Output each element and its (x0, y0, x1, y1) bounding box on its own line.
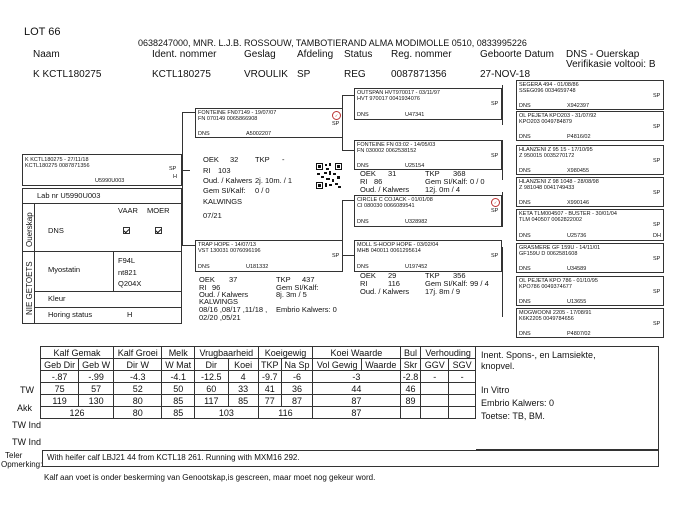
table-row (41, 383, 476, 395)
ss-sp: SP (491, 101, 499, 107)
sd-oud-label: Oud. / Kalwers (360, 185, 410, 194)
col-tkp: TKP (258, 359, 281, 371)
footer-note: Kalf aan voet is onder beskerming van Genootskap,is gescreen, maar moet nog gekeur word. (44, 473, 376, 482)
animal-h: H (173, 174, 177, 180)
animal-line2: KCTL180275 0087871356 (25, 163, 90, 169)
table-cell: 85 (162, 395, 195, 407)
dam-gem-label: Gem SI/Kalf: (276, 283, 319, 292)
sd-line2: FN 030002 0062538152 (357, 148, 417, 154)
table-cell: 46 (400, 383, 421, 395)
table-cell: 87 (313, 407, 400, 419)
ggp-box-1 (516, 80, 664, 110)
ggp-box-6 (516, 243, 664, 273)
dam-tkp: 437 (302, 275, 315, 284)
dns-panel (22, 188, 182, 324)
notes-line4: Embrio Kalwers: 0 (481, 398, 555, 408)
sd-gem: 0 / 0 (470, 177, 485, 186)
value-status: REG (344, 69, 366, 80)
breeding-values-table (40, 346, 476, 419)
col-vol-gewig: Vol Gewig (313, 359, 362, 371)
table-cell (421, 407, 449, 419)
table-cell: 60 (194, 383, 228, 395)
gg1-reg: X942397 (567, 103, 590, 109)
table-cell: -9.7 (258, 371, 281, 383)
dam-dns: DNS (198, 264, 210, 270)
notes-line1: Inent. Spons-, en Lamsiekte, (481, 350, 596, 360)
value-name: K KCTL180275 (33, 69, 102, 80)
dd-oek-label: OEK (360, 271, 376, 280)
vaar-header: VAAR (118, 206, 138, 215)
sd-ri-label: RI (360, 177, 368, 186)
sd-gem-label: Gem SI/Kalf: (425, 177, 468, 186)
gg4-reg: X990146 (567, 200, 590, 206)
gg7-dns: DNS (519, 299, 531, 305)
dam-dates1: 08/16 ,08/17 ,11/18 , (199, 305, 268, 314)
ggp-box-4 (516, 177, 664, 207)
breeder-remarks-box (42, 450, 659, 467)
gg5-reg: U25736 (567, 233, 587, 239)
animal-line1: K KCTL180275 - 27/11/18 (25, 157, 89, 163)
gg7-line1: OL PEJETA KPO 786 - 01/10/95 (519, 278, 598, 284)
col-group-koei-waarde: Koei Waarde (313, 347, 400, 359)
col-group-kalf-groei: Kalf Groei (114, 347, 162, 359)
animal-box (22, 154, 182, 186)
dam-oek-label: OEK (199, 275, 215, 284)
animal-reg: U5990U003 (95, 178, 125, 184)
table-cell: -12.5 (194, 371, 228, 383)
dam-oud-label: Oud. / Kalwers (199, 290, 249, 299)
dam-reg: U181332 (246, 264, 269, 270)
breeder-remarks: With heifer calf LBJ21 44 from KCTL18 261. Running with MXM16 292. (47, 453, 300, 462)
dd-tkp-label: TKP (425, 271, 440, 280)
myostatin-q204x: Q204X (118, 279, 142, 288)
dd-oud: 17j. 8m / 9 (425, 287, 461, 296)
nie-getoets-label: NIE GETOETS (25, 261, 34, 315)
vaar-check-icon (123, 227, 130, 234)
col-group-melk: Melk (162, 347, 195, 359)
col-waarde: Waarde (362, 359, 400, 371)
ggp-box-8 (516, 308, 664, 338)
pedigree-line (182, 112, 195, 113)
gg1-line1: SEGERA 494 - 01/08/86 (519, 82, 579, 88)
gg6-dns: DNS (519, 266, 531, 272)
ds-line1: CIRCLE C COJACK - 01/01/08 (357, 197, 433, 203)
sire-tkp-label: TKP (255, 155, 270, 164)
gg5-extra: DH (653, 233, 661, 239)
dd-tkp: 356 (453, 271, 466, 280)
dam-sire-box (354, 195, 502, 227)
ss-reg: U47341 (405, 112, 425, 118)
seal-icon: ✓ (332, 111, 341, 120)
col-group-vrugbaarheid: Vrugbaarheid (194, 347, 258, 359)
table-cell (421, 383, 449, 395)
side-notes (476, 346, 659, 450)
gg8-line1: MOGWOONI 2205 - 17/08/91 (519, 310, 592, 316)
table-cell: -3 (313, 371, 400, 383)
lot-number: LOT 66 (24, 26, 61, 38)
dam-tkp-label: TKP (276, 275, 291, 284)
col-dir: Dir (194, 359, 228, 371)
myostatin-f94l: F94L (118, 256, 136, 265)
table-cell: -4.3 (114, 371, 162, 383)
gg2-line1: OL PEJETA KPO203 - 31/07/92 (519, 113, 597, 119)
opmerking-label: Opmerking: (1, 460, 43, 469)
table-cell (449, 407, 476, 419)
pedigree-line (182, 112, 183, 245)
table-cell: 57 (79, 383, 114, 395)
ss-line2: HVT 970017 0041934076 (357, 96, 420, 102)
sd-oud: 12j. 0m / 4 (425, 185, 461, 194)
dam-line1: TRAP HOPE - 14/07/13 (198, 242, 256, 248)
col-group-bul: Bul (400, 347, 421, 359)
pedigree-line (502, 192, 503, 227)
table-cell: 87 (313, 395, 400, 407)
dns-row-label: DNS (48, 226, 64, 235)
sire-box (195, 108, 343, 138)
gg8-dns: DNS (519, 331, 531, 337)
notes-line5: Toetse: TB, BM. (481, 411, 545, 421)
table-cell (400, 407, 421, 419)
col-dir-w: Dir W (114, 359, 162, 371)
dam-prefix: KALWINGS (199, 297, 239, 306)
gg2-line2: KPO203 0049784879 (519, 119, 572, 125)
horing-value: H (127, 310, 133, 319)
col-sgv: SGV (449, 359, 476, 371)
ggp-box-3 (516, 145, 664, 175)
sire-gem-label: Gem SI/Kalf: (203, 186, 246, 195)
sire-gem: 0 / 0 (255, 186, 270, 195)
dd-reg: U197452 (405, 264, 428, 270)
table-cell: 85 (228, 395, 258, 407)
gg6-line1: GRASMERE GF 159U - 14/11/01 (519, 245, 601, 251)
dd-gem: 99 / 4 (470, 279, 489, 288)
sd-sp: SP (491, 153, 499, 159)
gg8-sp: SP (653, 321, 661, 327)
label-sex: Geslag (244, 49, 276, 60)
col-koei: Koei (228, 359, 258, 371)
dd-ri-label: RI (360, 279, 368, 288)
ggp-box-5 (516, 209, 664, 241)
sire-prefix: KALWINGS (203, 197, 243, 206)
table-cell: - (449, 371, 476, 383)
pedigree-line (182, 170, 190, 171)
qr-code-icon (316, 163, 342, 189)
col-group-kalf-gemak: Kalf Gemak (41, 347, 114, 359)
table-cell: 36 (281, 383, 312, 395)
ds-sp: SP (491, 208, 499, 214)
table-cell: 116 (258, 407, 313, 419)
gg4-sp: SP (653, 190, 661, 196)
sire-oud: 2j. 10m. / 1 (255, 176, 293, 185)
row-label-akk: Akk (17, 403, 33, 413)
gg6-sp: SP (653, 256, 661, 262)
ggp-box-7 (516, 276, 664, 306)
ouerskap-label: Ouerskap (25, 212, 34, 247)
dam-dates2: 02/20 ,05/21 (199, 313, 241, 322)
pedigree-line (502, 85, 503, 125)
ds-dns: DNS (357, 219, 369, 225)
pedigree-line (502, 140, 503, 180)
table-cell: 117 (194, 395, 228, 407)
table-cell: - (421, 371, 449, 383)
sire-sire-box (354, 88, 502, 120)
notes-line3: In Vitro (481, 385, 510, 395)
sire-ri: 103 (218, 166, 231, 175)
gg5-line2: TLM 040507 0062822002 (519, 217, 582, 223)
gg2-reg: P4816/02 (567, 134, 591, 140)
gg6-reg: U34589 (567, 266, 587, 272)
gg1-line2: SSEG096 0034659748 (519, 88, 576, 94)
gg7-sp: SP (653, 289, 661, 295)
dam-line2: VST 130031 0076096196 (198, 248, 261, 254)
sire-line1: FONTEINE FN07149 - 19/07/07 (198, 110, 277, 116)
table-cell: 89 (400, 395, 421, 407)
sire-dam-box (354, 140, 502, 170)
gg5-dns: DNS (519, 233, 531, 239)
moer-header: MOER (147, 206, 170, 215)
table-cell: 75 (41, 383, 79, 395)
col-group-verhouding: Verhouding (421, 347, 476, 359)
table-cell: -6 (281, 371, 312, 383)
gg7-line2: KPO786 0049374677 (519, 284, 572, 290)
table-cell: 52 (114, 383, 162, 395)
pedigree-line (342, 95, 354, 96)
table-cell: 77 (258, 395, 281, 407)
table-cell: 103 (194, 407, 258, 419)
gg3-line2: Z 950015 0035270172 (519, 153, 575, 159)
sd-reg: U25154 (405, 163, 425, 169)
col-geb-w: Geb W (79, 359, 114, 371)
gg8-line2: K6K2205 0049784656 (519, 316, 574, 322)
ss-line1: OUTSPAN HVT970017 - 03/11/97 (357, 90, 440, 96)
value-section: SP (297, 69, 311, 80)
dd-line2: MHB 040011 0061295614 (357, 248, 421, 254)
notes-line2: knopvel. (481, 361, 515, 371)
table-cell: -2.8 (400, 371, 421, 383)
gg4-line1: HLANZENI Z 98 1048 - 28/08/98 (519, 179, 599, 185)
dd-ri: 116 (388, 279, 400, 288)
table-cell: 119 (41, 395, 79, 407)
row-label-tw-ind-2: TW Ind (12, 437, 42, 447)
owner-contact: 0638247000, MNR. L.J.B. ROSSOUW, TAMBOTIERAND ALMA MODIMOLLE 0510, 0833995226 (138, 38, 527, 48)
ss-dns: DNS (357, 112, 369, 118)
sd-dns: DNS (357, 163, 369, 169)
gg4-line2: Z 981048 0041749433 (519, 185, 575, 191)
col-skr: Skr (400, 359, 421, 371)
pedigree-line (342, 200, 354, 201)
dam-sp: SP (332, 253, 340, 259)
gg6-line2: GF159U D 0062581608 (519, 251, 578, 257)
table-cell (449, 383, 476, 395)
sd-oek: 31 (388, 169, 397, 178)
gg3-reg: X980455 (567, 168, 590, 174)
gg3-dns: DNS (519, 168, 531, 174)
ds-reg: U328982 (405, 219, 428, 225)
seal-icon: ✓ (491, 198, 500, 207)
label-birth: Geboorte Datum (480, 49, 554, 60)
gg2-dns: DNS (519, 134, 531, 140)
table-cell (421, 395, 449, 407)
gg1-sp: SP (653, 93, 661, 99)
pedigree-line (342, 150, 354, 151)
gg7-reg: U13655 (567, 299, 587, 305)
dam-ri: 96 (212, 283, 221, 292)
ggp-box-2 (516, 111, 664, 141)
sd-line1: FONTEINE FN 03:02 - 14/05/03 (357, 142, 436, 148)
table-row (41, 395, 476, 407)
table-cell (449, 395, 476, 407)
gg5-line1: KETA TLM004507 - BUSTER - 30/01/04 (519, 211, 617, 217)
gg8-reg: P4807/02 (567, 331, 591, 337)
horing-label: Horing status (48, 310, 93, 319)
sire-ri-label: RI (203, 166, 211, 175)
label-dns: DNS - Ouerskap (566, 49, 640, 60)
col-ggv: GGV (421, 359, 449, 371)
table-cell: 44 (313, 383, 400, 395)
gg3-sp: SP (653, 158, 661, 164)
table-cell: 85 (162, 407, 195, 419)
table-cell: 50 (162, 383, 195, 395)
label-name: Naam (33, 49, 60, 60)
dam-oud: 8j. 3m / 5 (276, 290, 307, 299)
value-birth: 27-NOV-18 (480, 69, 531, 80)
dam-embrio: Embrio Kalwers: 0 (276, 305, 337, 314)
table-cell: 126 (41, 407, 114, 419)
sire-sp: SP (332, 121, 340, 127)
sd-tkp-label: TKP (425, 169, 440, 178)
myostatin-label: Myostatin (48, 265, 81, 274)
table-cell: -.99 (79, 371, 114, 383)
col-geb-dir: Geb Dir (41, 359, 79, 371)
label-reg: Reg. nommer (391, 49, 452, 60)
table-cell: 130 (79, 395, 114, 407)
sd-tkp: 368 (453, 169, 466, 178)
gg4-dns: DNS (519, 200, 531, 206)
sire-reg: A5002207 (246, 131, 272, 137)
sire-oek: 32 (230, 155, 239, 164)
dd-oud-label: Oud. / Kalwers (360, 287, 410, 296)
row-label-tw-ind: TW Ind (12, 420, 42, 430)
label-status: Status (344, 49, 373, 60)
value-ident: KCTL180275 (152, 69, 211, 80)
table-cell: 4 (228, 371, 258, 383)
label-ident: Ident. nommer (152, 49, 217, 60)
dam-oek: 37 (229, 275, 238, 284)
gg3-line1: HLANZENI Z 95 15 - 17/10/95 (519, 147, 593, 153)
kleur-label: Kleur (48, 294, 66, 303)
dd-gem-label: Gem SI/Kalf: (425, 279, 468, 288)
dam-dam-box (354, 240, 502, 272)
table-cell: 87 (281, 395, 312, 407)
gg5-sp: SP (653, 222, 661, 228)
dd-sp: SP (491, 253, 499, 259)
dd-line1: MOLL S-HOOP HOPE - 03/02/04 (357, 242, 439, 248)
table-cell: 33 (228, 383, 258, 395)
sire-oek-label: OEK (203, 155, 219, 164)
moer-check-icon (155, 227, 162, 234)
gg1-dns: DNS (519, 103, 531, 109)
lab-number: Lab nr U5990U003 (37, 191, 101, 200)
label-section: Afdeling (297, 49, 334, 60)
table-cell: -.87 (41, 371, 79, 383)
col-group-koeigewig: Koeigewig (258, 347, 313, 359)
teler-label: Teler (5, 451, 23, 460)
row-label-tw: TW (20, 385, 34, 395)
pedigree-line (182, 245, 195, 246)
col-w-mat: W Mat (162, 359, 195, 371)
sire-oud-label: Oud. / Kalwers (203, 176, 253, 185)
value-sex: VROULIK (244, 69, 288, 80)
sd-ri: 86 (374, 177, 383, 186)
table-row (41, 407, 476, 419)
pedigree-line (342, 255, 354, 256)
table-cell: 41 (258, 383, 281, 395)
table-cell: 80 (114, 395, 162, 407)
sire-date: 07/21 (203, 211, 222, 220)
col-na-sp: Na Sp (281, 359, 312, 371)
myostatin-nt821: nt821 (118, 268, 137, 277)
gg2-sp: SP (653, 124, 661, 130)
dd-dns: DNS (357, 264, 369, 270)
table-cell: 80 (114, 407, 162, 419)
sire-dns: DNS (198, 131, 210, 137)
dam-box (195, 240, 343, 272)
animal-sp: SP (169, 166, 177, 172)
ds-line2: CI 080030 0066089541 (357, 203, 415, 209)
table-cell: -4.1 (162, 371, 195, 383)
value-reg: 0087871356 (391, 69, 447, 80)
sire-tkp: - (282, 155, 285, 164)
dd-oek: 29 (388, 271, 397, 280)
dam-ri-label: RI (199, 283, 207, 292)
pedigree-line (502, 247, 503, 317)
sire-line2: FN 070149 0065866908 (198, 116, 258, 122)
table-row (41, 371, 476, 383)
sd-oek-label: OEK (360, 169, 376, 178)
label-verified: Verifikasie voltooi: B (566, 59, 656, 70)
